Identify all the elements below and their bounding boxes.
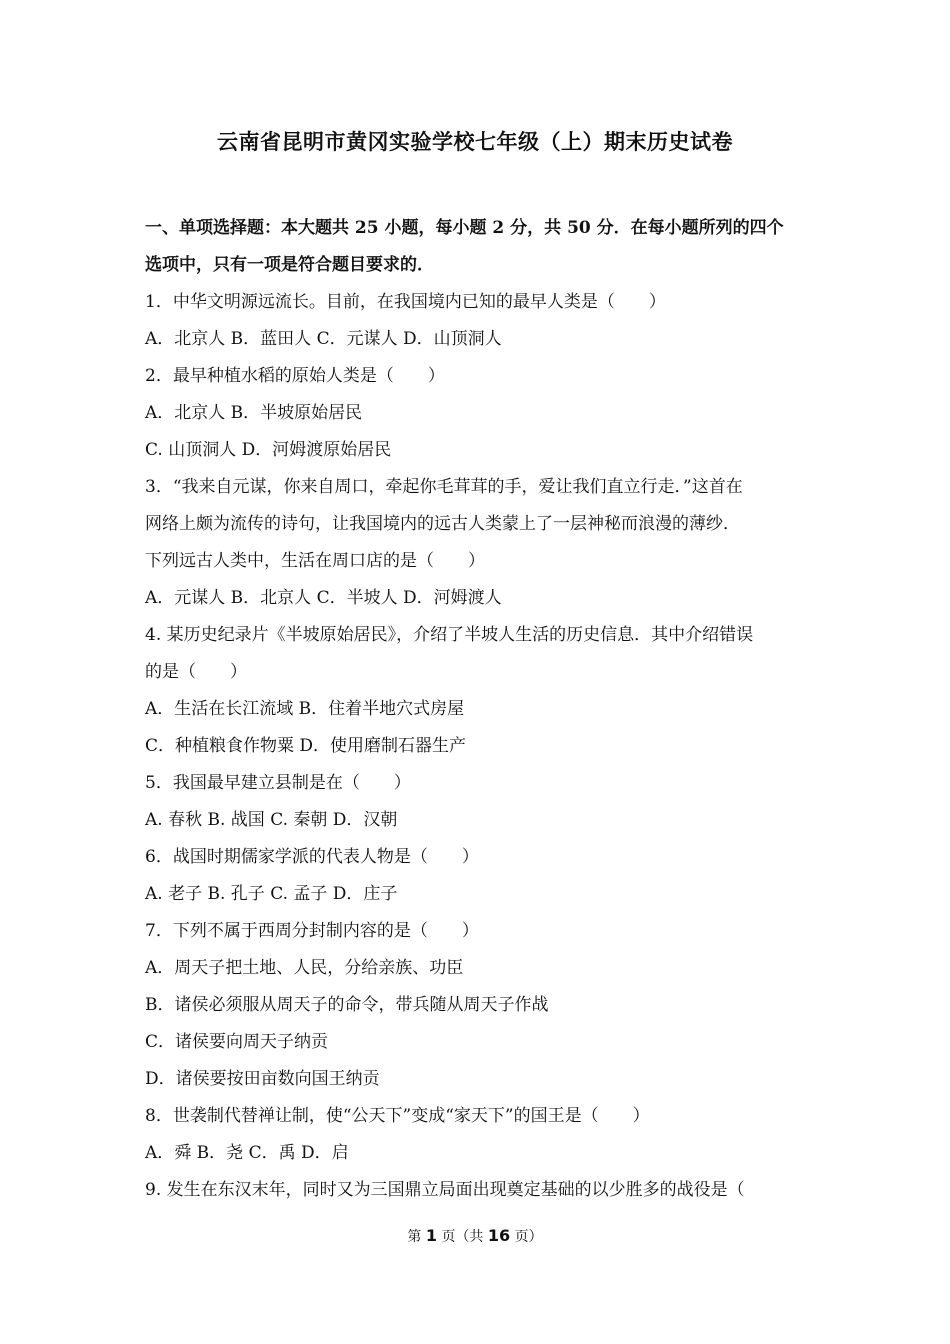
question-line: 8．世袭制代替禅让制，使“公天下”变成“家天下”的国王是（ ）: [145, 1106, 650, 1126]
question-line: 下列远古人类中，生活在周口店的是（ ）: [145, 551, 485, 571]
question-line: C．种植粮食作物粟 D．使用磨制石器生产: [145, 736, 467, 756]
question-line: D．诸侯要按田亩数向国王纳贡: [145, 1069, 380, 1089]
section-heading-line: 选项中，只有一项是符合题目要求的．: [145, 255, 434, 275]
question-line: B．诸侯必须服从周天子的命令，带兵随从周天子作战: [145, 995, 549, 1015]
question-line: C. 山顶洞人 D．河姆渡原始居民: [145, 440, 392, 460]
question-line: A．舜 B．尧 C．禹 D．启: [145, 1143, 349, 1163]
question-line: A．周天子把土地、人民，分给亲族、功臣: [145, 958, 464, 978]
question-line: 7．下列不属于西周分封制内容的是（ ）: [145, 921, 479, 941]
question-line: A. 老子 B. 孔子 C. 孟子 D．庄子: [145, 884, 398, 904]
question-line: 的是（ ）: [145, 662, 247, 682]
question-line: 6．战国时期儒家学派的代表人物是（ ）: [145, 847, 479, 867]
question-line: A．北京人 B．蓝田人 C．元谋人 D．山顶洞人: [145, 329, 502, 349]
question-line: A. 春秋 B. 战国 C. 秦朝 D．汉朝: [145, 810, 398, 830]
question-line: C．诸侯要向周天子纳贡: [145, 1032, 329, 1052]
footer-total-pages: 16: [487, 1226, 511, 1245]
footer-page-number: 1: [425, 1226, 437, 1245]
question-line: A．生活在长江流域 B．住着半地穴式房屋: [145, 699, 465, 719]
question-line: 网络上颇为流传的诗句，让我国境内的远古人类蒙上了一层神秘而浪漫的薄纱．: [145, 514, 740, 534]
footer-middle: 页（共: [441, 1229, 484, 1245]
question-line: 3．“我来自元谋，你来自周口，牵起你毛茸茸的手，爱让我们直立行走．”这首在: [145, 477, 743, 497]
question-line: 5．我国最早建立县制是在（ ）: [145, 773, 411, 793]
question-line: 1．中华文明源远流长。目前，在我国境内已知的最早人类是（ ）: [145, 292, 666, 312]
question-line: 2．最早种植水稻的原始人类是（ ）: [145, 366, 445, 386]
footer-prefix: 第: [407, 1229, 422, 1245]
document-body: [145, 210, 810, 1209]
page-footer: [0, 1225, 950, 1248]
question-line: A．北京人 B．半坡原始居民: [145, 403, 363, 423]
question-line: 4. 某历史纪录片《半坡原始居民》，介绍了半坡人生活的历史信息．其中介绍错误: [145, 625, 754, 645]
question-line: A．元谋人 B．北京人 C．半坡人 D．河姆渡人: [145, 588, 502, 608]
document-title: 云南省昆明市黄冈实验学校七年级（上）期末历史试卷: [217, 129, 733, 154]
footer-suffix: 页）: [514, 1229, 543, 1245]
section-heading-line: 一、单项选择题：本大题共 25 小题，每小题 2 分，共 50 分．在每小题所列的四个: [145, 218, 784, 238]
question-line: 9. 发生在东汉末年，同时又为三国鼎立局面出现奠定基础的以少胜多的战役是（: [145, 1180, 745, 1200]
